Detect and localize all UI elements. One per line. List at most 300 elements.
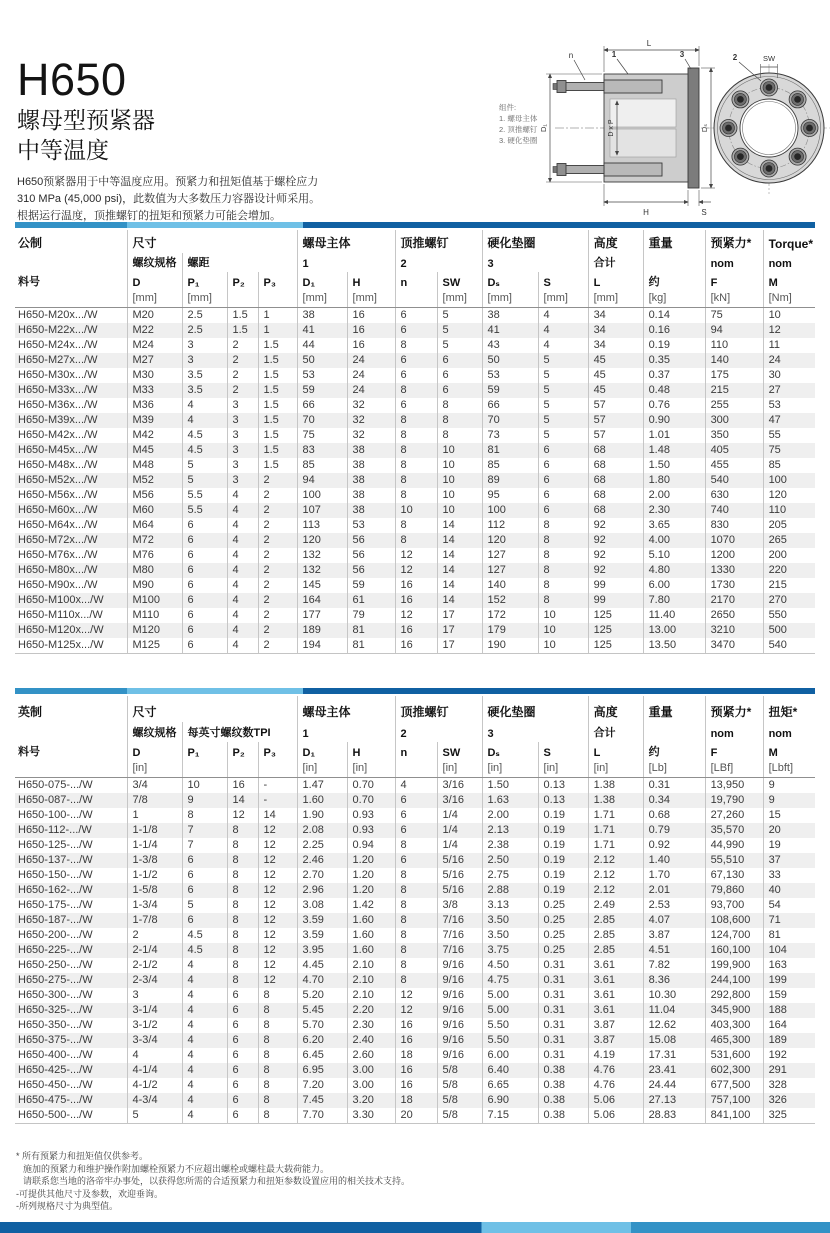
cell: 14 bbox=[437, 563, 482, 578]
cell: M33 bbox=[127, 383, 182, 398]
cell: 164 bbox=[763, 1018, 815, 1033]
table-row bbox=[15, 488, 815, 503]
cell: 6.20 bbox=[297, 1033, 347, 1048]
cell: 1.50 bbox=[482, 778, 538, 794]
cell: 12 bbox=[395, 563, 437, 578]
cell: 602,300 bbox=[705, 1063, 763, 1078]
cell: 5 bbox=[127, 1108, 182, 1124]
cell: 10.30 bbox=[643, 988, 705, 1003]
metric-table-mount bbox=[15, 230, 815, 654]
cell: 2.46 bbox=[297, 853, 347, 868]
cell: 140 bbox=[482, 578, 538, 593]
cell: 2.60 bbox=[347, 1048, 395, 1063]
section-divider-bar bbox=[15, 222, 815, 228]
cell: 6 bbox=[182, 868, 227, 883]
header-sub-row bbox=[15, 722, 815, 742]
cell: 8 bbox=[538, 578, 588, 593]
callout-3: 3 bbox=[679, 50, 685, 59]
cell: M100 bbox=[127, 593, 182, 608]
cell: H650-075-.../W bbox=[18, 779, 93, 791]
cell: H650-M22x.../W bbox=[18, 324, 98, 336]
cell: 0.68 bbox=[643, 808, 705, 823]
cell: M20 bbox=[127, 308, 182, 324]
header-column-row bbox=[15, 742, 815, 761]
cell: 16 bbox=[395, 1078, 437, 1093]
cell: 8 bbox=[258, 1048, 297, 1063]
cell: 8 bbox=[395, 958, 437, 973]
cell: M45 bbox=[127, 443, 182, 458]
cell: 8 bbox=[395, 533, 437, 548]
cell: 6 bbox=[182, 533, 227, 548]
table-row bbox=[15, 973, 815, 988]
cell: 81 bbox=[347, 623, 395, 638]
cell: 8 bbox=[538, 533, 588, 548]
cell: 5 bbox=[437, 308, 482, 324]
cell: 112 bbox=[482, 518, 538, 533]
cell: 27,260 bbox=[705, 808, 763, 823]
cell: 16 bbox=[347, 323, 395, 338]
cell: H650-M60x.../W bbox=[18, 504, 98, 516]
cell: 3.20 bbox=[347, 1093, 395, 1108]
cell: 12 bbox=[227, 808, 258, 823]
cell: 2.38 bbox=[482, 838, 538, 853]
header-cell: 螺母主体 bbox=[297, 696, 395, 722]
cell: 1.60 bbox=[347, 943, 395, 958]
cell: 38 bbox=[347, 488, 395, 503]
cell: 0.70 bbox=[347, 778, 395, 794]
cell: 1.50 bbox=[643, 458, 705, 473]
table-row bbox=[15, 1078, 815, 1093]
header-cell bbox=[15, 722, 127, 742]
cell: M39 bbox=[127, 413, 182, 428]
cell: 14 bbox=[437, 548, 482, 563]
cell: 1.71 bbox=[588, 808, 643, 823]
cell: 14 bbox=[258, 808, 297, 823]
cell: H650-M80x.../W bbox=[18, 564, 98, 576]
cell: 3.59 bbox=[297, 928, 347, 943]
cell: 3.61 bbox=[588, 958, 643, 973]
technical-drawing bbox=[497, 26, 830, 224]
cell: 59 bbox=[297, 383, 347, 398]
cell: 34 bbox=[588, 308, 643, 324]
cell: 0.16 bbox=[643, 323, 705, 338]
cell: 53 bbox=[347, 518, 395, 533]
cell: 328 bbox=[763, 1078, 815, 1093]
header-cell: D bbox=[127, 272, 182, 291]
cell: 8.36 bbox=[643, 973, 705, 988]
header-cell: [Lb] bbox=[643, 761, 705, 778]
cell: 4 bbox=[227, 518, 258, 533]
header-cell: 扭矩* bbox=[763, 696, 815, 722]
cell: 1.5 bbox=[258, 398, 297, 413]
cell: 630 bbox=[705, 488, 763, 503]
header-cell: 高度 bbox=[588, 696, 643, 722]
cell: 8 bbox=[227, 853, 258, 868]
cell: 6 bbox=[437, 383, 482, 398]
table-row bbox=[15, 503, 815, 518]
header-cell: 3 bbox=[482, 722, 588, 742]
cell: 215 bbox=[763, 578, 815, 593]
cell: 3 bbox=[182, 353, 227, 368]
cell: 192 bbox=[763, 1048, 815, 1063]
header-cell: [mm] bbox=[347, 291, 395, 308]
cell: 3.08 bbox=[297, 898, 347, 913]
cell: 47 bbox=[763, 413, 815, 428]
cell: 10 bbox=[437, 473, 482, 488]
cell: 5/8 bbox=[437, 1108, 482, 1124]
cell: H650-175-.../W bbox=[18, 899, 93, 911]
cell: M76 bbox=[127, 548, 182, 563]
cell: 140 bbox=[705, 353, 763, 368]
cell: 3.87 bbox=[588, 1018, 643, 1033]
header-cell: H bbox=[347, 742, 395, 761]
cell: 179 bbox=[482, 623, 538, 638]
cell: 2 bbox=[258, 488, 297, 503]
cell: 2 bbox=[258, 503, 297, 518]
cell: 8 bbox=[395, 943, 437, 958]
cell: 4.76 bbox=[588, 1063, 643, 1078]
cell: 41 bbox=[297, 323, 347, 338]
cell: 5.70 bbox=[297, 1018, 347, 1033]
cell: 2 bbox=[258, 608, 297, 623]
cell: 10 bbox=[538, 638, 588, 654]
cell: 350 bbox=[705, 428, 763, 443]
cell: H650-M64x.../W bbox=[18, 519, 98, 531]
description-line: 根据运行温度，顶推螺钉的扭矩和预紧力可能会增加。 bbox=[17, 210, 281, 222]
cell: 94 bbox=[297, 473, 347, 488]
cell: 11 bbox=[763, 338, 815, 353]
cell: 3/8 bbox=[437, 898, 482, 913]
cell: 2.01 bbox=[643, 883, 705, 898]
cell: 1.5 bbox=[258, 368, 297, 383]
cell: 6 bbox=[182, 883, 227, 898]
cell: 757,100 bbox=[705, 1093, 763, 1108]
cell: 100 bbox=[763, 473, 815, 488]
cell: 6.95 bbox=[297, 1063, 347, 1078]
header-cell: [LBf] bbox=[705, 761, 763, 778]
cell: 5.00 bbox=[482, 988, 538, 1003]
cell: 3.87 bbox=[643, 928, 705, 943]
cell: H650-250-.../W bbox=[18, 959, 93, 971]
header-cell: [kN] bbox=[705, 291, 763, 308]
cell: 125 bbox=[588, 638, 643, 654]
cell: 4-3/4 bbox=[127, 1093, 182, 1108]
cell: 120 bbox=[297, 533, 347, 548]
cell: 0.31 bbox=[538, 988, 588, 1003]
dim-label-L: L bbox=[646, 39, 652, 48]
cell: 6 bbox=[227, 1093, 258, 1108]
cell: 19 bbox=[763, 838, 815, 853]
cell: 3 bbox=[227, 458, 258, 473]
header-cell: 料号 bbox=[18, 276, 40, 288]
cell: 75 bbox=[297, 428, 347, 443]
cell: 405 bbox=[705, 443, 763, 458]
cell: 8 bbox=[258, 1078, 297, 1093]
cell: 0.34 bbox=[643, 793, 705, 808]
cell: 175 bbox=[705, 368, 763, 383]
cell: 4.50 bbox=[482, 958, 538, 973]
cell: 2.12 bbox=[588, 853, 643, 868]
cell: 1070 bbox=[705, 533, 763, 548]
cell: 6 bbox=[227, 1108, 258, 1124]
cell: 3/16 bbox=[437, 793, 482, 808]
cell: 75 bbox=[705, 308, 763, 324]
cell: 2.5 bbox=[182, 308, 227, 324]
cell: 0.25 bbox=[538, 898, 588, 913]
cell: 1330 bbox=[705, 563, 763, 578]
cell: 3.50 bbox=[482, 913, 538, 928]
cell: 8 bbox=[395, 913, 437, 928]
header-cell: [in] bbox=[588, 761, 643, 778]
cell: 1-1/2 bbox=[127, 868, 182, 883]
cell: 5/8 bbox=[437, 1063, 482, 1078]
cell: 2.12 bbox=[588, 868, 643, 883]
header-cell: [mm] bbox=[127, 291, 182, 308]
cell: 1.80 bbox=[643, 473, 705, 488]
cell: 0.13 bbox=[538, 793, 588, 808]
cell: 5 bbox=[538, 398, 588, 413]
cell: 68 bbox=[588, 458, 643, 473]
cell: 73 bbox=[482, 428, 538, 443]
cell: 0.90 bbox=[643, 413, 705, 428]
cell: 0.19 bbox=[538, 823, 588, 838]
footer-bar bbox=[0, 1222, 830, 1233]
cell: 1.47 bbox=[297, 778, 347, 794]
cell: 540 bbox=[705, 473, 763, 488]
table-row bbox=[15, 808, 815, 823]
component-legend bbox=[499, 102, 537, 146]
cell: 7/16 bbox=[437, 913, 482, 928]
cell: 1-1/4 bbox=[127, 838, 182, 853]
cell: 3/4 bbox=[127, 778, 182, 794]
table-row bbox=[15, 853, 815, 868]
header-cell: P₃ bbox=[258, 742, 297, 761]
cell: 6.40 bbox=[482, 1063, 538, 1078]
cell: 2.70 bbox=[297, 868, 347, 883]
cell: H650-M48x.../W bbox=[18, 459, 98, 471]
cell: 12 bbox=[763, 323, 815, 338]
cell: 8 bbox=[395, 488, 437, 503]
callout-1: 1 bbox=[611, 50, 617, 59]
header-cell: F bbox=[705, 742, 763, 761]
cell: 0.37 bbox=[643, 368, 705, 383]
cell: H650-325-.../W bbox=[18, 1004, 93, 1016]
cell: 10 bbox=[763, 308, 815, 324]
cell: 10 bbox=[182, 778, 227, 794]
cell: 13,950 bbox=[705, 778, 763, 794]
cell: 1.63 bbox=[482, 793, 538, 808]
cell: 68 bbox=[588, 473, 643, 488]
drawing-svg bbox=[497, 26, 830, 224]
cell: 12 bbox=[258, 958, 297, 973]
cell: 345,900 bbox=[705, 1003, 763, 1018]
cell: 5.20 bbox=[297, 988, 347, 1003]
cell: 6.00 bbox=[643, 578, 705, 593]
cell: 66 bbox=[297, 398, 347, 413]
cell: 1-1/8 bbox=[127, 823, 182, 838]
cell: 200 bbox=[763, 548, 815, 563]
cell: 83 bbox=[297, 443, 347, 458]
cell: H650-M27x.../W bbox=[18, 354, 98, 366]
cell: 92 bbox=[588, 548, 643, 563]
cell: 2-3/4 bbox=[127, 973, 182, 988]
cell: 6 bbox=[227, 1078, 258, 1093]
cell: 44,990 bbox=[705, 838, 763, 853]
cell: 43 bbox=[482, 338, 538, 353]
cell: 0.31 bbox=[538, 958, 588, 973]
cell: 125 bbox=[588, 608, 643, 623]
cell: 7/16 bbox=[437, 928, 482, 943]
cell: 2.10 bbox=[347, 988, 395, 1003]
cell: 8 bbox=[227, 913, 258, 928]
header-cell: 合计 bbox=[588, 722, 643, 742]
cell: 4 bbox=[182, 958, 227, 973]
cell: 2.25 bbox=[297, 838, 347, 853]
cell: 16 bbox=[227, 778, 258, 794]
header-cell: nom bbox=[763, 253, 815, 272]
cell: 6 bbox=[395, 398, 437, 413]
cell: 132 bbox=[297, 548, 347, 563]
cell: 2.40 bbox=[347, 1033, 395, 1048]
cell: H650-187-.../W bbox=[18, 914, 93, 926]
cell: 12 bbox=[258, 898, 297, 913]
header-cell: [in] bbox=[127, 761, 182, 778]
table-row bbox=[15, 1063, 815, 1078]
cell: 6 bbox=[182, 548, 227, 563]
cell: 10 bbox=[437, 458, 482, 473]
cell: 5 bbox=[182, 898, 227, 913]
cell: 8 bbox=[182, 808, 227, 823]
cell: 4 bbox=[227, 608, 258, 623]
cell: 194 bbox=[297, 638, 347, 654]
cell: 4 bbox=[227, 548, 258, 563]
dim-label-DxP: D x P bbox=[608, 119, 615, 137]
cell: 1-7/8 bbox=[127, 913, 182, 928]
cell: 120 bbox=[482, 533, 538, 548]
cell: 12 bbox=[258, 973, 297, 988]
cell: H650-M39x.../W bbox=[18, 414, 98, 426]
section-divider-bar bbox=[15, 688, 815, 694]
cell: H650-M90x.../W bbox=[18, 579, 98, 591]
dim-label-Ds: Dₛ bbox=[700, 123, 709, 133]
cell: 1.38 bbox=[588, 793, 643, 808]
cell: 7.20 bbox=[297, 1078, 347, 1093]
cell: 14 bbox=[437, 593, 482, 608]
header-cell: nom bbox=[705, 722, 763, 742]
header-cell: [mm] bbox=[297, 291, 347, 308]
table-row bbox=[15, 353, 815, 368]
cell: 172 bbox=[482, 608, 538, 623]
legend-item: 2. 顶推螺钉 bbox=[499, 125, 538, 134]
cell: 5/8 bbox=[437, 1078, 482, 1093]
cell: 38 bbox=[482, 308, 538, 324]
cell: 1/4 bbox=[437, 808, 482, 823]
cell: 2-1/2 bbox=[127, 958, 182, 973]
title-block bbox=[17, 55, 320, 225]
cell: 44 bbox=[297, 338, 347, 353]
dim-label-D1: D₁ bbox=[539, 124, 548, 132]
cell: 5 bbox=[182, 458, 227, 473]
cell: 17.31 bbox=[643, 1048, 705, 1063]
cell: 4 bbox=[538, 323, 588, 338]
header-cell: P₂ bbox=[227, 272, 258, 291]
cell: 3 bbox=[127, 988, 182, 1003]
cell: 68 bbox=[588, 503, 643, 518]
header-cell: [Lbft] bbox=[763, 761, 815, 778]
cell: 1.5 bbox=[227, 308, 258, 324]
cell: 8 bbox=[538, 548, 588, 563]
cell: 16 bbox=[395, 623, 437, 638]
cell: H650-300-.../W bbox=[18, 989, 93, 1001]
header-cell: [in] bbox=[347, 761, 395, 778]
cell: 6 bbox=[395, 308, 437, 324]
cell: 9/16 bbox=[437, 1003, 482, 1018]
cell: 2170 bbox=[705, 593, 763, 608]
cell: 8 bbox=[227, 943, 258, 958]
cell: 2 bbox=[227, 353, 258, 368]
cell: 1.5 bbox=[258, 428, 297, 443]
cell: 38 bbox=[347, 458, 395, 473]
footnote: -可提供其他尺寸及参数，欢迎垂询。 bbox=[16, 1188, 163, 1199]
cell: 3 bbox=[227, 413, 258, 428]
cell: 8 bbox=[395, 883, 437, 898]
cell: 3/16 bbox=[437, 778, 482, 794]
cell: 8 bbox=[258, 988, 297, 1003]
header-cell: nom bbox=[705, 253, 763, 272]
cell: 2.96 bbox=[297, 883, 347, 898]
cell: 1.5 bbox=[258, 383, 297, 398]
cell: 56 bbox=[347, 563, 395, 578]
cell: H650-225-.../W bbox=[18, 944, 93, 956]
legend-item: 1. 螺母主体 bbox=[499, 114, 538, 123]
cell: M24 bbox=[127, 338, 182, 353]
cell: 35,570 bbox=[705, 823, 763, 838]
cell: 8 bbox=[227, 883, 258, 898]
cell: 4 bbox=[182, 398, 227, 413]
cell: 4 bbox=[227, 623, 258, 638]
cell: H650-150-.../W bbox=[18, 869, 93, 881]
cell: 45 bbox=[588, 353, 643, 368]
cell: 10 bbox=[538, 608, 588, 623]
cell: 5 bbox=[538, 383, 588, 398]
cell: 93,700 bbox=[705, 898, 763, 913]
cell: 3.87 bbox=[588, 1033, 643, 1048]
cell: H650-M100x.../W bbox=[18, 594, 104, 606]
cell: H650-162-.../W bbox=[18, 884, 93, 896]
cell: 11.04 bbox=[643, 1003, 705, 1018]
cell: 12 bbox=[258, 913, 297, 928]
cell: 0.13 bbox=[538, 778, 588, 794]
cell: 4.51 bbox=[643, 943, 705, 958]
cell: 4-1/2 bbox=[127, 1078, 182, 1093]
page-subtitle-temp: 中等温度 bbox=[17, 137, 109, 163]
cell: 33 bbox=[763, 868, 815, 883]
header-cell bbox=[227, 291, 258, 308]
cell: 6 bbox=[538, 488, 588, 503]
cell: 107 bbox=[297, 503, 347, 518]
table-row bbox=[15, 868, 815, 883]
cell: 0.35 bbox=[643, 353, 705, 368]
cell: 1.20 bbox=[347, 883, 395, 898]
footnote: 施加的预紧力和维护操作附加螺栓预紧力不应超出螺栓或螺柱最大载荷能力。 bbox=[23, 1163, 330, 1174]
table-row bbox=[15, 638, 815, 654]
footnotes bbox=[16, 1150, 410, 1213]
header-cell: P₃ bbox=[258, 272, 297, 291]
metric-section bbox=[15, 222, 815, 654]
cell: 4.75 bbox=[482, 973, 538, 988]
cell: H650-087-.../W bbox=[18, 794, 93, 806]
cell: 6 bbox=[227, 1018, 258, 1033]
